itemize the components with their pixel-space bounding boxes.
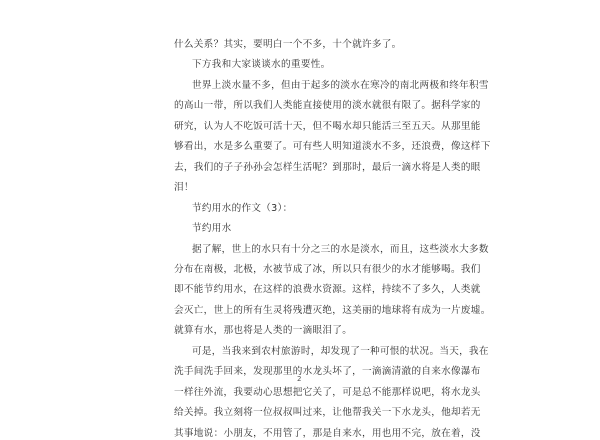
text-line: 世界上淡水量不多，但由于起多的淡水在寒冷的南北两极和终年积雪: [192, 80, 489, 91]
text-line: 一样往外流，我要动心思想把它关了，可是总不能那样说吧，将水龙头: [174, 387, 481, 398]
text-line: 即不能节约用水，在这样的浪费水资源。这样，持续不了多久，人类就: [174, 284, 481, 295]
page-number: 2: [297, 375, 302, 383]
text-line: 研究，认为人不吃饭可活十天，但不喝水却只能活三至五天。从那里能: [174, 121, 481, 132]
text-line: 够看出，水是多么重要了。可有些人明知道淡水不多，还浪费，像这样下: [174, 141, 491, 152]
text-line: 节约用水的作文（3）：: [192, 203, 293, 214]
text-line: 就算有水，那也将是人类的一滴眼泪了。: [174, 325, 353, 336]
text-line: 会灭亡，世上的所有生灵将残遭灭绝，这美丽的地球将有成为一片废墟。: [174, 305, 491, 316]
text-line: 给关掉。我立刻将一位叔叔叫过来，让他帮我关一下水龙头，他却若无: [174, 407, 481, 418]
text-line: 泪！: [174, 182, 194, 193]
text-line: 的高山一带，所以我们人类能直接使用的淡水就很有限了。据科学家的: [174, 100, 481, 111]
text-line: 可是，当我来到农村旅游时，却发现了一种可恨的状况。当天，我在: [192, 346, 489, 357]
text-line: 洗手间洗手回来，发现那里的水龙头坏了，一滴滴清澈的自来水像瀑布: [174, 366, 481, 377]
text-line: 其事地说：小朋友，不用管了，那是自来水，用也用不完，放在着，没: [174, 428, 481, 439]
text-line: 去，我们的子子孙孙会怎样生活呢？到那时，最后一滴水将是人类的眼: [174, 162, 481, 173]
text-line: 分布在南极，北极，水被节成了冰，所以只有很少的水才能够喝。我们: [174, 264, 481, 275]
text-line: 据了解，世上的水只有十分之三的水是淡水，而且，这些淡水大多数: [192, 244, 489, 255]
text-line: 节约用水: [192, 223, 232, 234]
text-line: 下方我和大家谈谈水的重要性。: [192, 59, 331, 70]
text-line: 什么关系？其实，要明白一个不多，十个就许多了。: [174, 39, 402, 50]
